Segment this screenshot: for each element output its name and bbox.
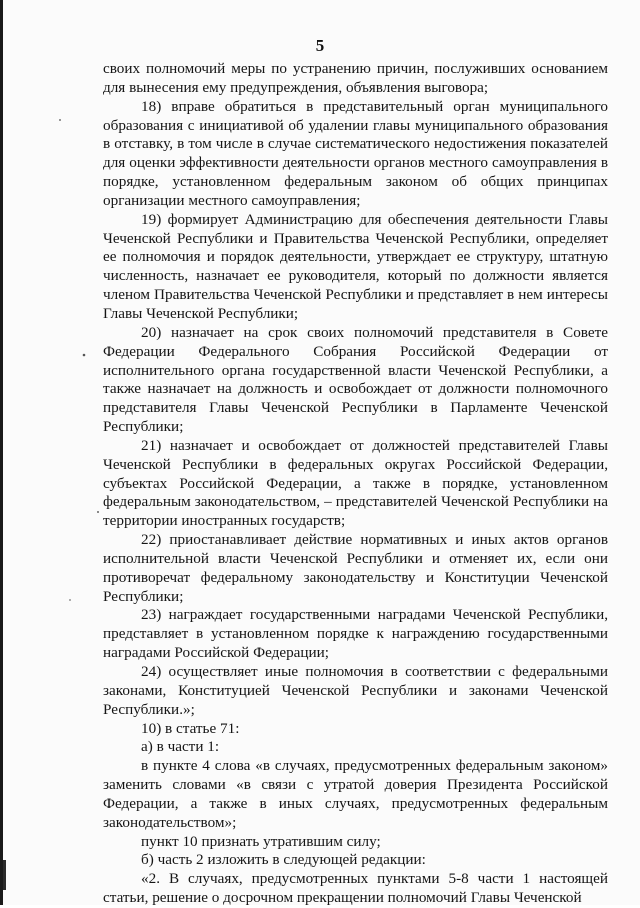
document-body [103, 60, 608, 908]
scan-dot [83, 354, 86, 357]
paragraph: пункт 10 признать утратившим силу; [141, 832, 381, 850]
paragraph: своих полномочий меры по устранению причин, послуживших основанием для вынесения ему предупреждения, объявления выговора; [103, 60, 608, 96]
paragraph: 22) приостанавливает действие нормативных и иных актов органов исполнительной власти Чеченской Республики и отменяет их, если они противоречат федеральному законодательству и Конституции Чеченской Республики; [103, 531, 608, 605]
paragraph: 10) в статье 71: [141, 719, 240, 737]
paragraph: 24) осуществляет иные полномочия в соответствии с федеральными законами, Конституцией Чеченской Республики и законами Чеченской Республики.»; [103, 663, 608, 718]
paragraph: 18) вправе обратиться в представительный орган муниципального образования с инициативой об удалении главы муниципального образования в отставку, в том числе в случае систематического недостижения показателей для оценки эффективности деятельности органов местного самоуправления в порядке, установленном федеральным законом об общих принципах организации местного самоуправления; [103, 97, 608, 209]
paragraph: в пункте 4 слова «в случаях, предусмотренных федеральным законом» заменить словами «в связи с утратой доверия Президента Российской Федерации, а также в иных случаях, предусмотренных федеральным законодательством»; [103, 757, 608, 831]
scan-dot [97, 511, 99, 513]
scan-dot [69, 599, 71, 601]
left-scan-smudge [3, 860, 6, 890]
paragraph: 20) назначает на срок своих полномочий представителя в Совете Федерации Федерального Собрания Российской Федерации от исполнительного органа государственной власти Чеченской Республики, а также назначает на должность и освобождает от должности полномочного представителя Главы Чеченской Республики в Парламенте Чеченской Республики; [103, 323, 608, 436]
paragraph: 19) формирует Администрацию для обеспечения деятельности Главы Чеченской Республики и Правительства Чеченской Республики, определяет ее полномочия и порядок деятельности, утверждает ее структуру, штатную численность, назначает ее руководителя, который по должности является членом Правительства Чеченской Республики и представляет в нем интересы Главы Чеченской Республики; [103, 210, 608, 322]
paragraph: «2. В случаях, предусмотренных пунктами 5-8 части 1 настоящей статьи, решение о досрочном прекращении полномочий Главы Чеченской [103, 870, 608, 907]
scan-dot [59, 119, 61, 121]
left-scan-border [0, 0, 3, 905]
paragraph: а) в части 1: [141, 738, 220, 756]
paragraph: б) часть 2 изложить в следующей редакции: [141, 851, 426, 869]
page-number: 5 [315, 36, 325, 55]
paragraph: 23) награждает государственными наградами Чеченской Республики, представляет в установленном порядке к награждению государственными наградами Российской Федерации; [103, 606, 608, 662]
paragraph: 21) назначает и освобождает от должностей представителей Главы Чеченской Республики в федеральных округах Российской Федерации, субъектах Российской Федерации, а также в порядке, установленном федеральным законодательством, – представителей Чеченской Республики на территории иностранных государств; [103, 436, 608, 530]
